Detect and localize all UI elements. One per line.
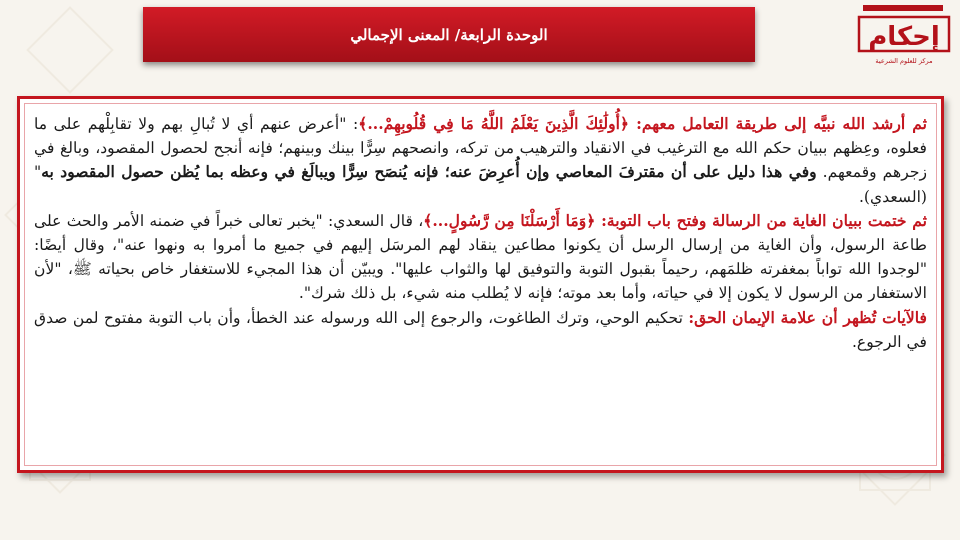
content-box: [17, 96, 944, 473]
brand-logo: [853, 5, 955, 75]
paragraph-conclusion: [34, 306, 927, 354]
paragraph-guidance: [34, 112, 927, 209]
conclusion-body: تحكيم الوحي، وترك الطاغوت، والرجوع إلى الله ورسوله عند الخطأ، وأن باب التوبة مفتوح لمن صدق في الرجوع.: [34, 308, 927, 351]
logo-subtitle: مركز للعلوم الشرعية: [875, 57, 933, 65]
title-banner: [143, 7, 755, 62]
purpose-body: ، قال السعدي: "يخبر تعالى خبراً في ضمنه الأمر والحث على طاعة الرسول، وأن الغاية من إرسال الرسل أن يكونوا مطاعين ينقاد لهم المرسَل إليهم في جميع ما أمروا به ونهوا عنه"، وقال أيضًا: "لوجدوا الله تواباً بمغفرته ظلمَهم، رحيماً بقبول التوبة والتوفيق لها والثواب عليها". ويبيّن أن هذا المجيء للاستغفار خاص بحياته ﷺ، "لأن الاستغفار من الرسول لا يكون إلا في حياته، وأما بعد موته؛ فإنه لا يُطلب منه شيء، بل ذلك شرك".: [34, 211, 927, 303]
paragraph-purpose: [34, 209, 927, 306]
logo-mark-icon: [853, 5, 955, 57]
content-text: [34, 112, 927, 354]
heading-purpose: ثم ختمت ببيان الغاية من الرسالة وفتح باب التوبة: ﴿وَمَا أَرْسَلْنَا مِن رَّسُولٍ...﴾: [423, 210, 927, 230]
key-lesson: وفي هذا دليل على أن مقترفَ المعاصي وإن أُعرِضَ عنه؛ فإنه يُنصَح سِرًّا ويبالَغ في وعظه بما يُظن حصول المقصود به: [41, 162, 817, 182]
heading-conclusion: فالآيات تُظهر أن علامة الإيمان الحق:: [688, 307, 927, 327]
logo-brand-text: إحكام: [868, 22, 940, 52]
heading-guidance: ثم أرشد الله نبيَّه إلى طريقة التعامل معهم: ﴿أُولَٰئِكَ الَّذِينَ يَعْلَمُ اللَّهُ مَا فِي قُلُوبِهِمْ...﴾: [358, 114, 927, 133]
saadi-quote: : "أعرض عنهم أي لا تُبالِ بهم ولا تقابِلْهم على ما فعلوه، وعِظهم ببيان حكم الله مع الترغيب في الانقياد والترهيب من تركه، وانصحهم سِرًّا بينك وبينهم؛ فإنه أنجح لحصول المقصود، وبالغ في زجرهم وقمعهم.: [34, 115, 928, 182]
citation: " (السعدي).: [34, 163, 927, 206]
page-title: الوحدة الرابعة/ المعنى الإجمالي: [350, 25, 548, 44]
